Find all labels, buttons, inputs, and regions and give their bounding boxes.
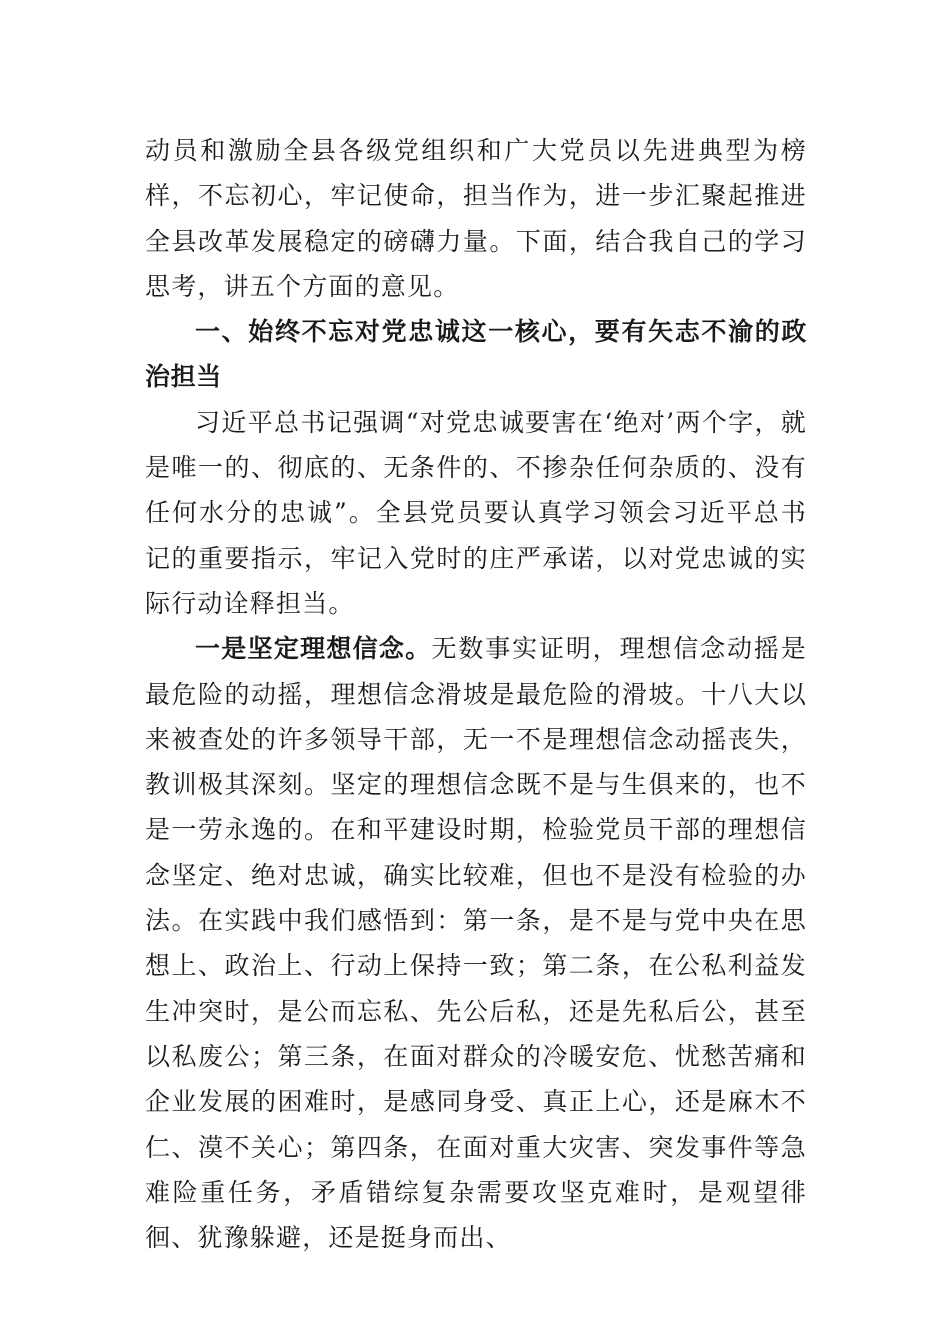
paragraph-quote: 习近平总书记强调“对党忠诚要害在‘绝对’两个字，就是唯一的、彻底的、无条件的、不掺杂任何杂质的、没有任何水分的忠诚”。全县党员要认真学习领会习近平总书记的重要指示，牢记入党时的庄严承诺，以对党忠诚的实际行动诠释担当。 <box>145 407 807 618</box>
paragraph-intro-continuation: 动员和激励全县各级党组织和广大党员以先进典型为榜样，不忘初心，牢记使命，担当作为，进一步汇聚起推进全县改革发展稳定的磅礴力量。下面，结合我自己的学习思考，讲五个方面的意见。 <box>145 136 807 301</box>
point-body-text: 无数事实证明，理想信念动摇是最危险的动摇，理想信念滑坡是最危险的滑坡。十八大以来被查处的许多领导干部，无一不是理想信念动摇丧失，教训极其深刻。坚定的理想信念既不是与生俱来的，也不是一劳永逸的。在和平建设时期，检验党员干部的理想信念坚定、绝对忠诚，确实比较难，但也不是没有检验的办法。在实践中我们感悟到：第一条，是不是与党中央在思想上、政治上、行动上保持一致；第二条，在公私利益发生冲突时，是公而忘私、先公后私，还是先私后公，甚至以私废公；第三条，在面对群众的冷暖安危、忧愁苦痛和企业发展的困难时，是感同身受、真正上心，还是麻木不仁、漠不关心；第四条，在面对重大灾害、突发事件等急难险重任务，矛盾错综复杂需要攻坚克难时，是观望徘徊、犹豫躲避，还是挺身而出、 <box>145 634 807 1253</box>
section-heading: 一、始终不忘对党忠诚这一核心，要有矢志不渝的政治担当 <box>145 317 807 392</box>
point-lead-text: 一是坚定理想信念。 <box>195 634 432 664</box>
paragraph-point-one <box>145 626 807 1260</box>
document-body <box>145 128 807 1260</box>
